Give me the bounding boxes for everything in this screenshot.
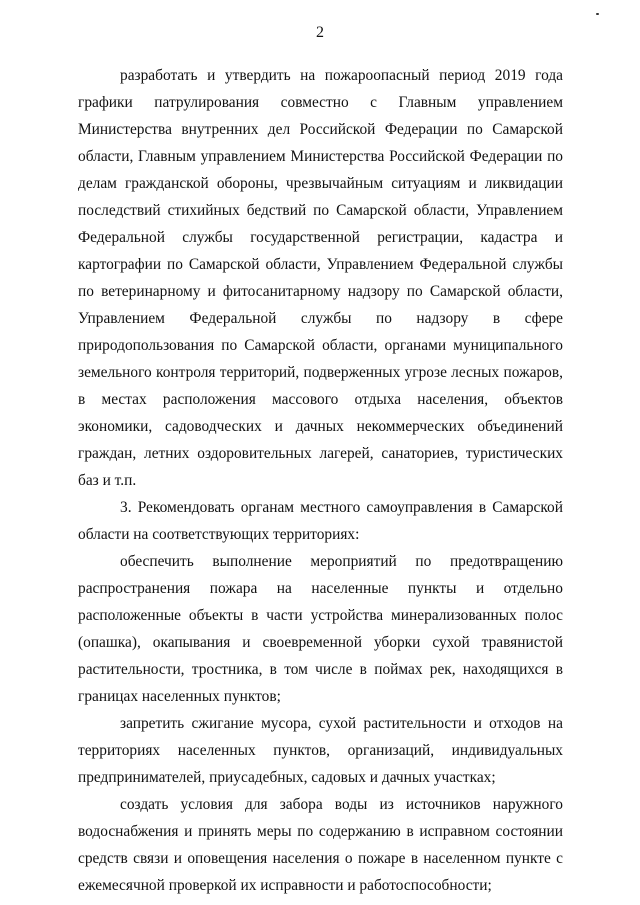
paragraph-recommendation: 3. Рекомендовать органам местного самоуправления в Самарской области на соответствующих территориях: (78, 499, 563, 543)
paragraph-fire-prevention: обеспечить выполнение мероприятий по предотвращению распространения пожара на населенные пункты и отдельно расположенные объекты в части устройства минерализованных полос (опашка), окапывания и своевременной уборки сухой травянистой растительности, тростника, в том числе в поймах рек, находящихся в границах населенных пунктов; (78, 553, 563, 705)
scan-speck (596, 13, 599, 15)
paragraph-water-supply: создать условия для забора воды из источников наружного водоснабжения и принять меры по содержанию в исправном состоянии средств связи и оповещения населения о пожаре в населенном пункте с ежемесячной проверкой их исправности и работоспособности; (78, 796, 563, 894)
paragraph-patrol-schedules: разработать и утвердить на пожароопасный период 2019 года графики патрулирования совместно с Главным управлением Министерства внутренних дел Российской Федерации по Самарской области, Главным управлением Министерства Российской Федерации по делам гражданской обороны, чрезвычайным ситуациям и ликвидации последствий стихийных бедствий по Самарской области, Управлением Федеральной службы государственной регистрации, кадастра и картографии по Самарской области, Управлением Федеральной службы по ветеринарному и фитосанитарному надзору по Самарской области, Управлением Федеральной службы по надзору в сфере природопользования по Самарской области, органами муниципального земельного контроля территорий, подверженных угрозе лесных пожаров, в местах расположения массового отдыха населения, объектов экономики, садоводческих и дачных некоммерческих объединений граждан, летних оздоровительных лагерей, санаториев, туристических баз и т.п. (78, 67, 563, 489)
page-number: 2 (316, 24, 324, 41)
paragraph-burning-ban: запретить сжигание мусора, сухой растительности и отходов на территориях населенных пунктов, организаций, индивидуальных предпринимателей, приусадебных, садовых и дачных участках; (78, 715, 563, 786)
document-body (78, 62, 563, 899)
